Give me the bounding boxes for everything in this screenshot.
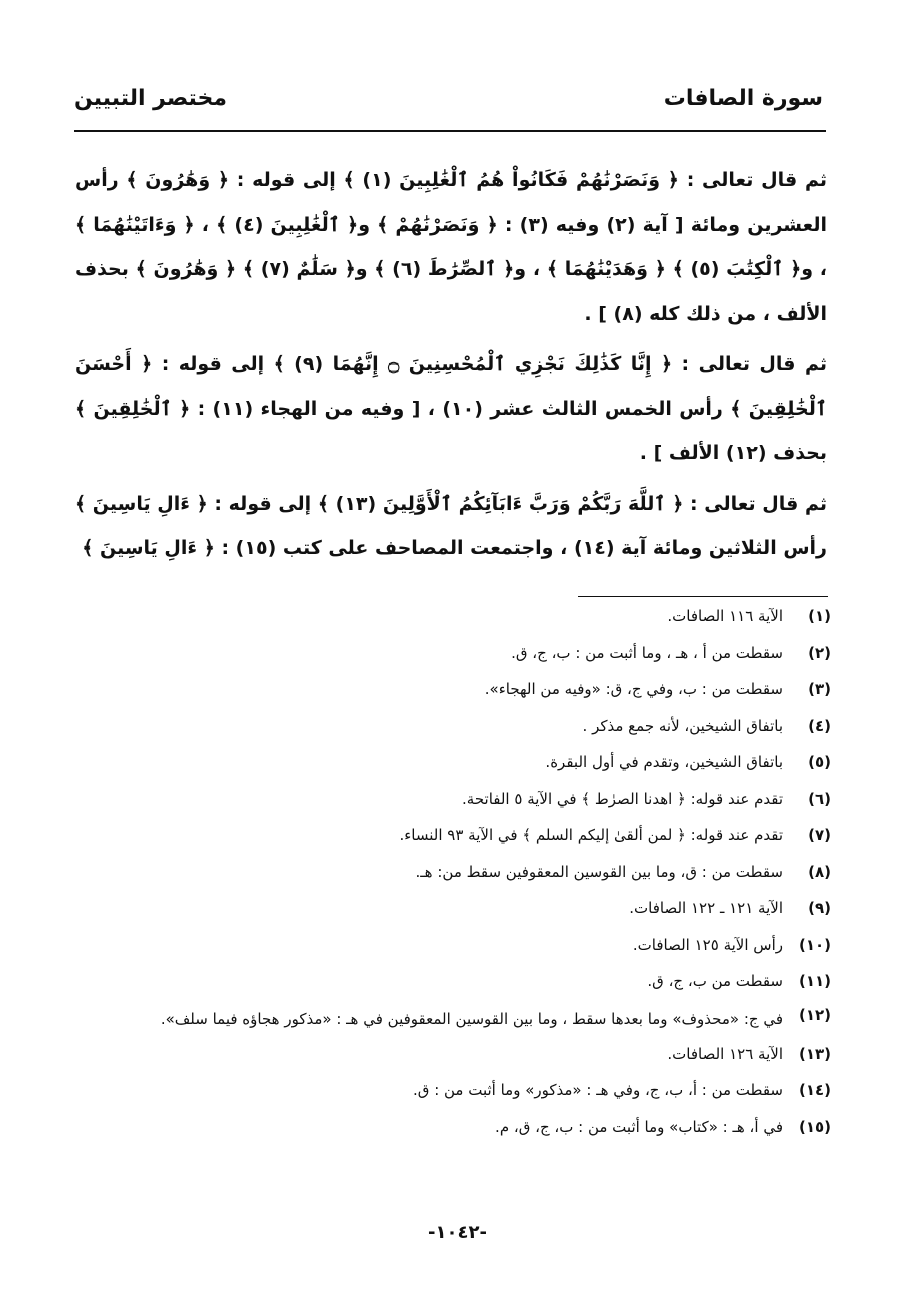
surah-title: سورة الصافات: [663, 86, 823, 111]
footnote-text: رأس الآية ١٢٥ الصافات.: [632, 935, 783, 954]
footnote-number: (١): [808, 607, 831, 625]
footnote-number: (١٥): [798, 1117, 831, 1136]
paragraph: ثم قال تعالى : ﴿ ٱللَّهَ رَبَّكُمْ وَرَبَّ ءَابَآئِكُمُ ٱلْأَوَّلِينَ (١٣) ﴾ إلى قوله : ﴿ ءَالِ يَاسِينَ ﴾ رأس الثلاثين ومائة آية (١٤) ، واجتمعت المصاحف على كتب (١٥) : ﴿ ءَالِ يَاسِينَ ﴾: [75, 492, 828, 559]
footnote-text: باتفاق الشيخين، لأنه جمع مذكر .: [582, 716, 783, 735]
footnote: [71, 1000, 831, 1036]
footnote: [71, 1072, 831, 1109]
footnote: [71, 854, 831, 891]
footnote: [71, 1109, 831, 1146]
footnote-text: سقطت من : أ، ب، ج، وفي هـ : «مذكور» وما أثبت من : ق.: [413, 1081, 783, 1099]
footnote-number: (٣): [808, 680, 831, 698]
footnote-text: سقطت من أ ، هـ ، وما أثبت من : ب، ج، ق.: [511, 643, 783, 662]
footnote: [71, 708, 831, 745]
footnote-number: (٥): [808, 753, 831, 771]
footnote: [71, 671, 831, 708]
footnote-number: (١٣): [798, 1044, 831, 1063]
footnote-number: (١٤): [798, 1081, 831, 1099]
footnote: [71, 963, 831, 1000]
footnote-text: في ج: «محذوف» وما بعدها سقط ، وما بين القوسين المعقوفين في هـ : «مذكور هجاؤه فيما سلف».: [160, 1009, 783, 1028]
footnote: [71, 927, 831, 964]
footnote: [71, 598, 831, 635]
paragraph: ثم قال تعالى : ﴿ وَنَصَرْنَٰهُمْ فَكَانُواْ هُمُ ٱلْغَٰلِبِينَ (١) ﴾ إلى قوله : ﴿ وَهَٰرُونَ ﴾ رأس العشرين ومائة [ آية (٢) وفيه (٣) : ﴿ وَنَصَرْنَٰهُمْ ﴾ و﴿ ٱلْغَٰلِبِينَ (٤) ﴾ ، ﴿ وَءَاتَيْنَٰهُمَا ﴾ ، و﴿ ٱلْكِتَٰبَ (٥) ﴾ ﴿ وَهَدَيْنَٰهُمَا ﴾ ، و﴿ ٱلصِّرَٰطَ (٦) ﴾ و﴿ سَلَٰمٌ (٧) ﴾ ﴿ وَهَٰرُونَ ﴾ بحذف الألف ، من ذلك كله (٨) ] .: [75, 169, 828, 325]
footnote-text: سقطت من : ب، وفي ج، ق: «وفيه من الهجاء».: [484, 680, 783, 698]
footnote-text: سقطت من ب، ج، ق.: [647, 972, 783, 990]
footnote: [71, 781, 831, 818]
footnotes-list: [71, 598, 831, 1145]
footnote-number: (١٠): [798, 935, 831, 954]
main-text: [75, 158, 827, 571]
book-title: مختصر التبيين: [74, 86, 228, 111]
footnote-text: الآية ١٢١ ـ ١٢٢ الصافات.: [629, 899, 783, 917]
footnote: [71, 817, 831, 854]
footnote-number: (١٢): [798, 1005, 831, 1024]
footnote-number: (١١): [798, 972, 831, 990]
page-number: -١٠٤٢-: [428, 1222, 487, 1243]
footnote-number: (٢): [808, 643, 831, 662]
footnote: [71, 1036, 831, 1073]
footnote-text: في أ، هـ : «كتاب» وما أثبت من : ب، ج، ق، م.: [495, 1117, 783, 1136]
footnote: [71, 744, 831, 781]
footnote-text: تقدم عند قوله: ﴿ اهدنا الصرٰط ﴾ في الآية ٥ الفاتحة.: [462, 789, 783, 808]
footnote-text: سقطت من : ق، وما بين القوسين المعقوفين سقط من: هـ.: [415, 862, 783, 881]
footnote: [71, 635, 831, 672]
footnote-text: الآية ١١٦ الصافات.: [667, 607, 783, 625]
footnote-divider: [578, 596, 828, 597]
paragraph: ثم قال تعالى : ﴿ إِنَّا كَذَٰلِكَ نَجْزِي ٱلْمُحْسِنِينَ ۝ إِنَّهُمَا (٩) ﴾ إلى قوله : ﴿ أَحْسَنَ ٱلْخَٰلِقِينَ ﴾ رأس الخمس الثالث عشر (١٠) ، [ وفيه من الهجاء (١١) : ﴿ ٱلْخَٰلِقِينَ ﴾ بحذف (١٢) الألف ] .: [75, 353, 827, 464]
header-divider: [74, 130, 826, 132]
footnote-text: باتفاق الشيخين، وتقدم في أول البقرة.: [545, 753, 783, 771]
footnote-number: (٧): [808, 826, 831, 844]
footnote-text: تقدم عند قوله: ﴿ لمن ألقىٰ إليكم السلم ﴾ في الآية ٩٣ النساء.: [399, 826, 783, 844]
footnote-number: (٦): [808, 789, 831, 808]
footnote: [71, 890, 831, 927]
footnote-number: (٨): [808, 862, 831, 881]
footnote-number: (٩): [808, 899, 831, 917]
footnote-text: الآية ١٢٦ الصافات.: [667, 1044, 783, 1063]
footnote-number: (٤): [808, 716, 831, 735]
